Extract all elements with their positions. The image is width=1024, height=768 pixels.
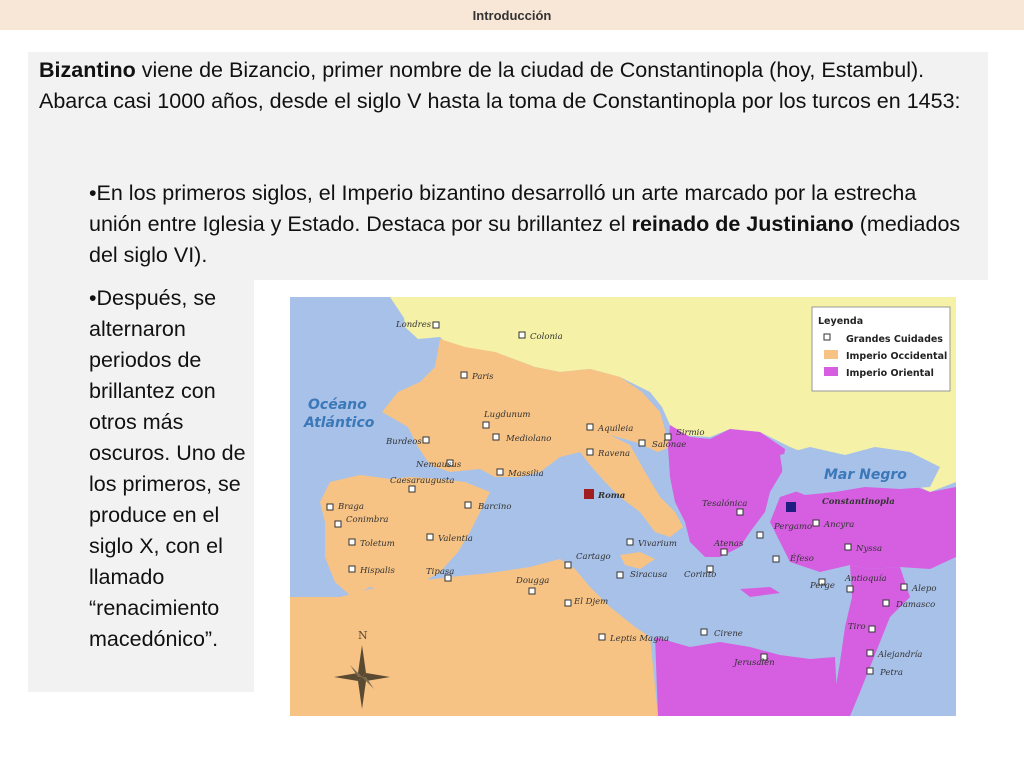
city-label: Barcino [478,502,512,512]
city-label: Leptis Magna [610,634,670,644]
bullet2-text: •Después, se alternaron periodos de brillantez con otros más oscuros. Uno de los primeros, se produce en el siglo X, con el llamado “renacimiento macedónico”. [89,286,246,651]
city-label: Salonae [652,440,687,450]
city-label: Toletum [360,539,395,549]
city-label: Valentia [438,534,473,544]
city-label: Cartago [576,552,611,562]
city-label: Jerusalén [734,658,775,668]
city-label: Conimbra [346,515,389,525]
city-label: Massilia [508,469,544,479]
svg-text:Roma: Roma [598,491,626,501]
city-label: Vivarium [638,539,677,549]
compass-north: N [358,629,368,642]
city-marker [599,634,669,644]
city-label: Londres [396,320,432,330]
city-marker [327,502,364,512]
bullet-renacimiento [89,283,249,655]
city-label: Caesaraugusta [390,476,455,486]
city-label: Siracusa [630,570,668,580]
city-label: Paris [472,372,494,382]
city-label: Dougga [516,576,550,586]
city-label: Petra [880,668,903,678]
city-label: Ravena [598,449,631,459]
bullet1-part1: •En los primeros siglos, el Imperio bizantino desarrolló un arte marcado por la estrecha unión entre Iglesia y Estado. Destaca por su brillantez el [89,181,917,236]
sea-label-mar-negro: Mar Negro [824,467,907,483]
bullet1-part2: (mediados del siglo VI). [89,212,961,267]
sea-label-oceano: Océano [308,397,367,413]
byzantine-empire-map [290,297,956,716]
city-label: Cirene [714,629,743,639]
city-marker [415,460,462,470]
legend-title: Leyenda [818,316,864,327]
city-label: Tiro [848,622,866,632]
map-svg [290,297,956,716]
city-label: Hispalis [360,566,395,576]
city-label: Mediolano [506,434,552,444]
intro-paragraph [39,55,984,117]
city-label: Tipasa [426,567,455,577]
header-title: Introducción [472,7,552,23]
city-label: Nemausus [416,460,462,470]
city-label: Tesalónica [702,499,748,509]
city-label: Éfeso [790,554,814,564]
sea-label-atlantico: Atlántico [304,415,375,431]
bullet1-bold: reinado de Justiniano [631,212,854,236]
city-label: Perge [810,581,835,591]
city-label: Sirmio [676,428,705,438]
city-label: Lugdunum [484,410,531,420]
legend-item-cities: Grandes Cuidades [846,334,943,345]
city-marker [809,579,835,591]
city-label: Atenas [714,539,744,549]
city-label: Damasco [896,600,936,610]
city-label: Braga [338,502,364,512]
city-label: Alejandría [878,650,923,660]
city-label: Ancyra [824,520,855,530]
svg-text:Constantinopla: Constantinopla [822,497,895,507]
map-legend [812,307,950,391]
city-label: Colonia [530,332,563,342]
legend-item-eastern: Imperio Oriental [846,368,934,379]
city-label: Antioquía [845,574,887,584]
header-bar [0,0,1024,30]
city-label: El Djem [574,597,609,607]
intro-term: Bizantino [39,58,136,82]
city-label: Aquileia [598,424,634,434]
bullet-justiniano [89,178,974,271]
city-label: Nyssa [856,544,883,554]
city-label: Burdeos [386,437,422,447]
city-label: Pergamo [774,522,813,532]
intro-text: viene de Bizancio, primer nombre de la ciudad de Constantinopla (hoy, Estambul). Abarca casi 1000 años, desde el siglo V hasta la toma de Constantinopla por los turcos en 1453: [39,58,961,113]
legend-item-western: Imperio Occidental [846,351,948,362]
city-label: Alepo [912,584,937,594]
city-label: Corinto [684,570,717,580]
